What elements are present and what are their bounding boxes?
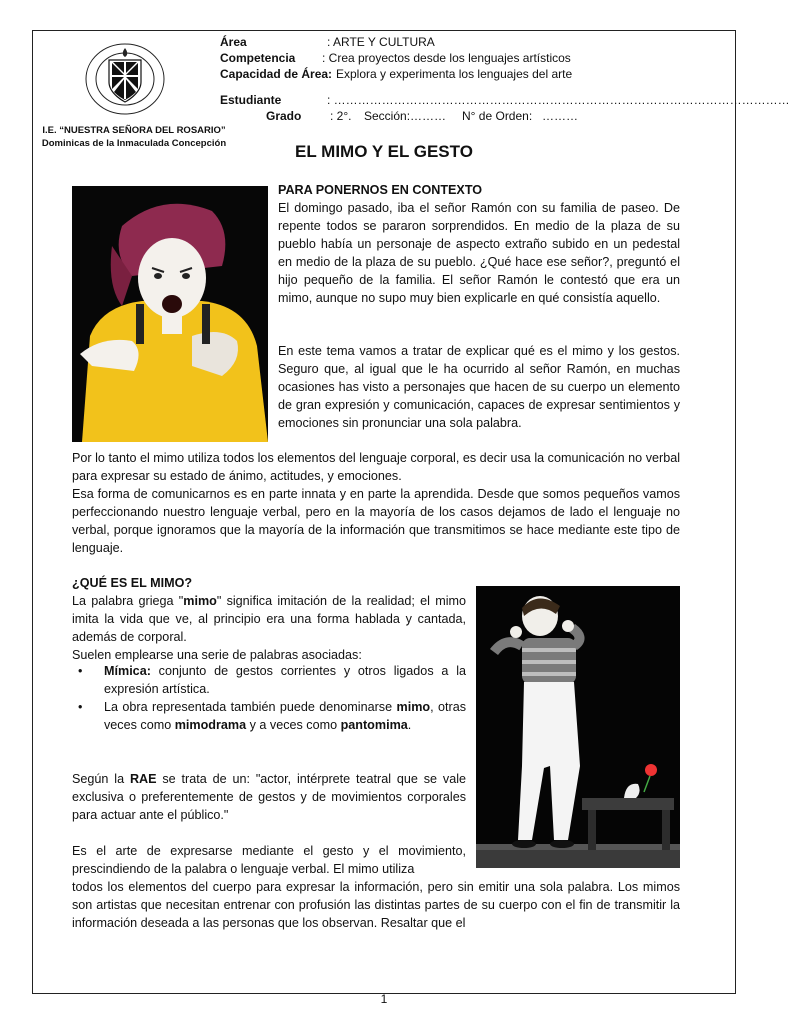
paragraph-context-2: En este tema vamos a tratar de explicar qué es el mimo y los gestos. Seguro que, al igual que le ha ocurrido al señor Ramón, en muchas ocasiones has visto a personajes que hacen de su cuerpo un elemento de gran expresión y comunicación, capaces de expresar sentimientos y emociones sin pronunciar una sola palabra. (278, 344, 680, 430)
keyword-mimica: Mímica: (104, 664, 151, 678)
paragraph-arte: Es el arte de expresarse mediante el gesto y el movimiento, prescindiendo de la palabra o lenguaje verbal. El mimo utiliza (72, 844, 466, 876)
school-name: I.E. “NUESTRA SEÑORA DEL ROSARIO” (42, 125, 226, 136)
list-item (72, 662, 466, 698)
capacidad-label: Capacidad de Área: (220, 67, 333, 81)
paragraph-mimo-1 (72, 592, 466, 646)
orden-label: N° de Orden: (462, 109, 533, 123)
text-run: . (407, 718, 412, 732)
text-run: y a veces como (246, 718, 341, 732)
paragraph-context-4: Esa forma de comunicarnos es en parte innata y en parte la aprendida. Desde que somos pequeños vamos perfeccionando nuestro lenguaje verbal, pero en la mayoría de los casos dejamos de lado el lenguaje no verbal, porque ignoramos que la mayoría de la información que transmitimos se hace mediante este tipo de lenguaje. (72, 487, 680, 555)
page-number: 1 (380, 992, 388, 1006)
text-run: se trata de un: "actor, intérprete teatral que se vale exclusiva o preferentemente de gestos y de movimientos corporales para actuar ante el público." (72, 772, 466, 822)
text-run: conjunto de gestos corrientes y otros ligados a la expresión artística. (104, 664, 466, 696)
orden-field: ……… (542, 109, 578, 123)
area-value: : ARTE Y CULTURA (327, 35, 435, 49)
bullet-icon: • (78, 700, 83, 714)
paragraph-context-3: Por lo tanto el mimo utiliza todos los elementos del lenguaje corporal, es decir usa la comunicación no verbal para expresar su estado de ánimo, actitudes, y emociones. (72, 451, 680, 483)
keyword-mimo: mimo (183, 594, 217, 608)
bullet-icon: • (78, 664, 83, 678)
area-label: Área (220, 35, 247, 49)
competencia-value: : Crea proyectos desde los lenguajes artísticos (322, 51, 571, 65)
mime-stage-photo (476, 586, 680, 868)
section-heading-context: PARA PONERNOS EN CONTEXTO (278, 183, 483, 197)
page-title: EL MIMO Y EL GESTO (295, 142, 473, 161)
text-run: , otras veces como (104, 700, 466, 732)
paragraph-mimos-artistas: todos los elementos del cuerpo para expresar la información, pero sin emitir una sola palabra. Los mimos son artistas que necesitan entrenar con profusión las distintas partes de su cuerpo con el fin de transmitir la información deseada a las personas que los observan. Resaltar que el (72, 880, 680, 930)
estudiante-field: : …………………………………………………………………………………………………… (327, 93, 790, 107)
estudiante-label: Estudiante (220, 93, 282, 107)
grado-label: Grado (266, 109, 302, 123)
competencia-label: Competencia (220, 51, 296, 65)
paragraph-context-1: El domingo pasado, iba el señor Ramón con su familia de paseo. De repente todos se pararon sorprendidos. En medio de la plaza de su pueblo había un personaje de aspecto extraño subido en un pedestal en medio de la plaza de su pueblo. ¿Qué hace ese señor?, preguntó el hijo pequeño de la familia. El señor Ramón le contestó que era un mimo, aunque no supo muy bien explicarle en qué consistía aquello. (278, 201, 680, 305)
text-run: La palabra griega " (72, 594, 184, 608)
keyword-rae: RAE (129, 772, 157, 786)
list-item (72, 698, 466, 734)
grado-value: : 2°. (330, 109, 352, 123)
school-subtitle: Dominicas de la Inmaculada Concepción (41, 138, 227, 149)
capacidad-value: Explora y experimenta los lenguajes del arte (336, 67, 573, 81)
mime-scream-photo (72, 186, 268, 442)
school-crest-icon (84, 42, 166, 116)
text-run: Según la (72, 772, 130, 786)
associated-words-list (72, 662, 466, 734)
keyword-mimo: mimo (396, 700, 431, 714)
section-heading-que-es-mimo: ¿QUÉ ES EL MIMO? (72, 576, 193, 590)
keyword-pantomima: pantomima (340, 718, 408, 732)
seccion-field: ……… (410, 109, 446, 123)
paragraph-mimo-2: Suelen emplearse una serie de palabras asociadas: (72, 648, 362, 662)
seccion-label: Sección: (364, 109, 411, 123)
keyword-mimodrama: mimodrama (174, 718, 247, 732)
text-run: " significa imitación de la realidad; el mimo imita la vida que ve, al principio era una forma hablada y cantada, además de corporal. (72, 594, 467, 644)
text-run: La obra representada también puede denominarse (104, 700, 397, 714)
paragraph-rae (72, 770, 466, 824)
